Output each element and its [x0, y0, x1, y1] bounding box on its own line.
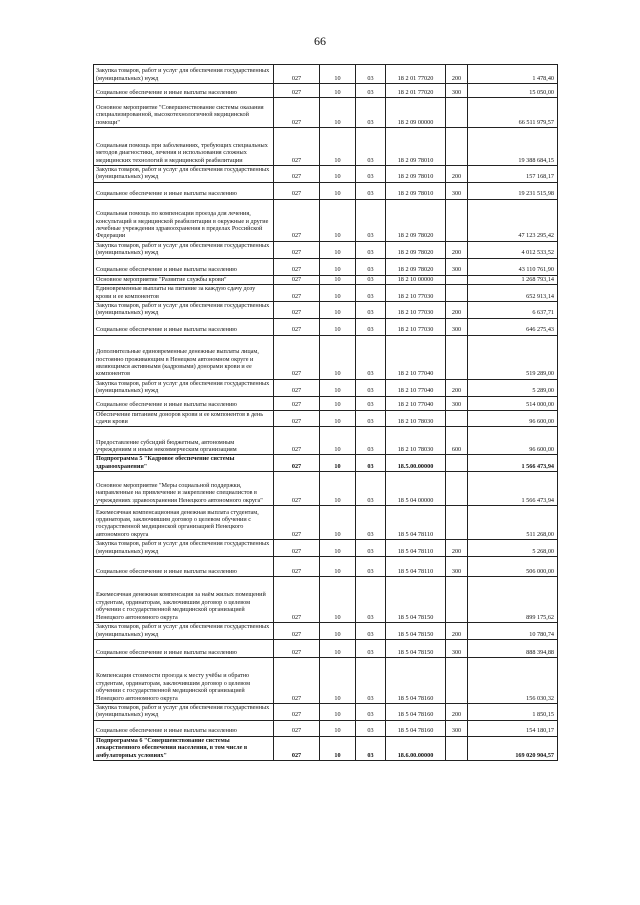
target-article-cell: 18 2 10 77030	[386, 302, 446, 319]
expense-type-cell	[446, 98, 468, 128]
ministry-code-cell: 027	[274, 623, 320, 640]
item-name-cell: Социальная помощь по компенсации проезда для лечения, консультаций и медицинской реабилитации в окружные и другие лечебные учреждения здравоохранения в пределах Российской Федерации	[94, 199, 274, 241]
expense-type-cell: 200	[446, 703, 468, 720]
subsection-code-cell: 03	[356, 720, 386, 736]
ministry-code-cell: 027	[274, 302, 320, 319]
item-name-cell: Социальное обеспечение и иные выплаты населению	[94, 182, 274, 199]
subsection-code-cell: 03	[356, 302, 386, 319]
target-article-cell: 18 5 04 78160	[386, 720, 446, 736]
amount-cell: 888 394,88	[468, 639, 558, 657]
target-article-cell: 18 2 10 77040	[386, 396, 446, 410]
item-name-cell: Социальное обеспечение и иные выплаты населению	[94, 639, 274, 657]
table-row	[94, 335, 558, 379]
table-row	[94, 98, 558, 128]
ministry-code-cell: 027	[274, 657, 320, 703]
expense-type-cell	[446, 506, 468, 540]
amount-cell: 1 268 793,14	[468, 275, 558, 284]
expense-type-cell	[446, 736, 468, 760]
section-code-cell: 10	[320, 427, 356, 455]
expense-type-cell: 200	[446, 379, 468, 396]
amount-cell: 1 850,15	[468, 703, 558, 720]
subsection-code-cell: 03	[356, 557, 386, 577]
target-article-cell: 18 5 04 78110	[386, 540, 446, 557]
ministry-code-cell: 027	[274, 128, 320, 166]
section-code-cell: 10	[320, 379, 356, 396]
table-row	[94, 506, 558, 540]
section-code-cell: 10	[320, 275, 356, 284]
item-name-cell: Социальное обеспечение и иные выплаты населению	[94, 720, 274, 736]
item-name-cell: Закупка товаров, работ и услуг для обеспечения государственных (муниципальных) нужд	[94, 302, 274, 319]
item-name-cell: Закупка товаров, работ и услуг для обеспечения государственных (муниципальных) нужд	[94, 65, 274, 84]
amount-cell: 6 637,71	[468, 302, 558, 319]
section-code-cell: 10	[320, 623, 356, 640]
ministry-code-cell: 027	[274, 335, 320, 379]
amount-cell: 1 566 473,94	[468, 455, 558, 472]
amount-cell: 5 268,00	[468, 540, 558, 557]
subsection-code-cell: 03	[356, 379, 386, 396]
section-code-cell: 10	[320, 396, 356, 410]
item-name-cell: Дополнительные единовременные денежные выплаты лицам, постоянно проживающим в Ненецком автономном округе и являющимся активными (кадровыми) донорами крови и ее компонентов	[94, 335, 274, 379]
amount-cell: 156 030,32	[468, 657, 558, 703]
section-code-cell: 10	[320, 557, 356, 577]
section-code-cell: 10	[320, 258, 356, 275]
item-name-cell: Компенсация стоимости проезда к месту учёбы и обратно студентам, ординаторам, заключившим договор о целевом обучении с государственной медицинской организацией Ненецкого автономного округа	[94, 657, 274, 703]
amount-cell: 96 600,00	[468, 410, 558, 427]
ministry-code-cell: 027	[274, 285, 320, 302]
table-row	[94, 379, 558, 396]
item-name-cell: Закупка товаров, работ и услуг для обеспечения государственных (муниципальных) нужд	[94, 379, 274, 396]
amount-cell: 1 566 473,94	[468, 472, 558, 506]
item-name-cell: Подпрограмма 6 "Совершенствование системы лекарственного обеспечения населения, в том числе в амбулаторных условиях"	[94, 736, 274, 760]
item-name-cell: Закупка товаров, работ и услуг для обеспечения государственных (муниципальных) нужд	[94, 703, 274, 720]
amount-cell: 43 110 761,90	[468, 258, 558, 275]
ministry-code-cell: 027	[274, 540, 320, 557]
target-article-cell: 18 2 01 77020	[386, 84, 446, 98]
item-name-cell: Основное мероприятие "Развитие службы крови"	[94, 275, 274, 284]
section-code-cell: 10	[320, 720, 356, 736]
item-name-cell: Социальная помощь при заболеваниях, требующих специальных методов диагностики, лечения и использования сложных медицинских технологий и медицинской реабилитации	[94, 128, 274, 166]
amount-cell: 157 168,17	[468, 166, 558, 183]
subsection-code-cell: 03	[356, 577, 386, 623]
section-code-cell: 10	[320, 241, 356, 258]
amount-cell: 96 600,00	[468, 427, 558, 455]
table-row	[94, 275, 558, 284]
expense-type-cell: 300	[446, 639, 468, 657]
ministry-code-cell: 027	[274, 166, 320, 183]
expense-type-cell: 300	[446, 720, 468, 736]
section-code-cell: 10	[320, 84, 356, 98]
table-row	[94, 455, 558, 472]
amount-cell: 5 289,00	[468, 379, 558, 396]
amount-cell: 4 012 533,52	[468, 241, 558, 258]
amount-cell: 10 780,74	[468, 623, 558, 640]
expense-type-cell	[446, 472, 468, 506]
page-number: 66	[314, 34, 326, 48]
section-code-cell: 10	[320, 736, 356, 760]
expense-type-cell: 300	[446, 396, 468, 410]
target-article-cell: 18 5 04 78160	[386, 703, 446, 720]
expense-type-cell	[446, 455, 468, 472]
section-code-cell: 10	[320, 506, 356, 540]
item-name-cell: Подпрограмма 5 "Кадровое обеспечение системы здравоохранения"	[94, 455, 274, 472]
table-row	[94, 318, 558, 335]
amount-cell: 899 175,62	[468, 577, 558, 623]
ministry-code-cell: 027	[274, 736, 320, 760]
expense-type-cell: 200	[446, 65, 468, 84]
item-name-cell: Единовременные выплаты на питание за каждую сдачу дозу крови и ее компонентов	[94, 285, 274, 302]
subsection-code-cell: 03	[356, 258, 386, 275]
ministry-code-cell: 027	[274, 199, 320, 241]
ministry-code-cell: 027	[274, 455, 320, 472]
ministry-code-cell: 027	[274, 703, 320, 720]
target-article-cell: 18 2 10 78030	[386, 410, 446, 427]
table-row	[94, 472, 558, 506]
amount-cell: 519 289,00	[468, 335, 558, 379]
ministry-code-cell: 027	[274, 379, 320, 396]
amount-cell: 66 511 979,57	[468, 98, 558, 128]
subsection-code-cell: 03	[356, 455, 386, 472]
section-code-cell: 10	[320, 302, 356, 319]
expense-type-cell: 300	[446, 182, 468, 199]
table-row	[94, 703, 558, 720]
table-row	[94, 427, 558, 455]
section-code-cell: 10	[320, 455, 356, 472]
subsection-code-cell: 03	[356, 182, 386, 199]
item-name-cell: Основное мероприятие "Совершенствование системы оказания специализированной, высокотехнологичной медицинской помощи"	[94, 98, 274, 128]
subsection-code-cell: 03	[356, 84, 386, 98]
amount-cell: 511 268,00	[468, 506, 558, 540]
item-name-cell: Закупка товаров, работ и услуг для обеспечения государственных (муниципальных) нужд	[94, 166, 274, 183]
subsection-code-cell: 03	[356, 199, 386, 241]
table-row	[94, 166, 558, 183]
subsection-code-cell: 03	[356, 623, 386, 640]
subsection-code-cell: 03	[356, 275, 386, 284]
amount-cell: 506 000,00	[468, 557, 558, 577]
subsection-code-cell: 03	[356, 335, 386, 379]
ministry-code-cell: 027	[274, 410, 320, 427]
subsection-code-cell: 03	[356, 241, 386, 258]
ministry-code-cell: 027	[274, 506, 320, 540]
item-name-cell: Социальное обеспечение и иные выплаты населению	[94, 557, 274, 577]
expense-type-cell	[446, 128, 468, 166]
ministry-code-cell: 027	[274, 318, 320, 335]
target-article-cell: 18 5 04 78150	[386, 639, 446, 657]
item-name-cell: Социальное обеспечение и иные выплаты населению	[94, 396, 274, 410]
item-name-cell: Обеспечение питанием доноров крови и ее компонентов в день сдачи крови	[94, 410, 274, 427]
amount-cell: 19 231 515,98	[468, 182, 558, 199]
target-article-cell: 18 2 10 77030	[386, 285, 446, 302]
expense-type-cell: 200	[446, 623, 468, 640]
section-code-cell: 10	[320, 98, 356, 128]
table-row	[94, 128, 558, 166]
target-article-cell: 18 5 04 78110	[386, 557, 446, 577]
amount-cell: 646 275,43	[468, 318, 558, 335]
table-row	[94, 639, 558, 657]
subsection-code-cell: 03	[356, 427, 386, 455]
table-row	[94, 84, 558, 98]
ministry-code-cell: 027	[274, 84, 320, 98]
target-article-cell: 18.5.00.00000	[386, 455, 446, 472]
amount-cell: 652 913,14	[468, 285, 558, 302]
item-name-cell: Социальное обеспечение и иные выплаты населению	[94, 258, 274, 275]
target-article-cell: 18 2 09 78010	[386, 128, 446, 166]
target-article-cell: 18 2 09 78010	[386, 166, 446, 183]
amount-cell: 15 050,00	[468, 84, 558, 98]
table-row	[94, 285, 558, 302]
target-article-cell: 18 2 09 78020	[386, 258, 446, 275]
item-name-cell: Закупка товаров, работ и услуг для обеспечения государственных (муниципальных) нужд	[94, 540, 274, 557]
section-code-cell: 10	[320, 472, 356, 506]
table-row	[94, 258, 558, 275]
ministry-code-cell: 027	[274, 258, 320, 275]
expense-type-cell	[446, 335, 468, 379]
target-article-cell: 18 2 10 77030	[386, 318, 446, 335]
ministry-code-cell: 027	[274, 275, 320, 284]
target-article-cell: 18 2 09 78010	[386, 182, 446, 199]
subsection-code-cell: 03	[356, 98, 386, 128]
section-code-cell: 10	[320, 577, 356, 623]
ministry-code-cell: 027	[274, 472, 320, 506]
item-name-cell: Предоставление субсидий бюджетным, автономным учреждениям и иным некоммерческим организациям	[94, 427, 274, 455]
expense-type-cell: 600	[446, 427, 468, 455]
section-code-cell: 10	[320, 182, 356, 199]
table-row	[94, 199, 558, 241]
budget-table-body	[94, 65, 558, 761]
table-row	[94, 736, 558, 760]
target-article-cell: 18 5 04 78110	[386, 506, 446, 540]
section-code-cell: 10	[320, 540, 356, 557]
target-article-cell: 18 2 09 00000	[386, 98, 446, 128]
table-row	[94, 720, 558, 736]
ministry-code-cell: 027	[274, 720, 320, 736]
section-code-cell: 10	[320, 166, 356, 183]
table-row	[94, 577, 558, 623]
section-code-cell: 10	[320, 318, 356, 335]
expense-type-cell: 200	[446, 540, 468, 557]
subsection-code-cell: 03	[356, 506, 386, 540]
item-name-cell: Социальное обеспечение и иные выплаты населению	[94, 318, 274, 335]
section-code-cell: 10	[320, 657, 356, 703]
ministry-code-cell: 027	[274, 98, 320, 128]
item-name-cell: Закупка товаров, работ и услуг для обеспечения государственных (муниципальных) нужд	[94, 241, 274, 258]
subsection-code-cell: 03	[356, 472, 386, 506]
expense-type-cell: 300	[446, 318, 468, 335]
expense-type-cell: 300	[446, 557, 468, 577]
expense-type-cell	[446, 199, 468, 241]
subsection-code-cell: 03	[356, 128, 386, 166]
section-code-cell: 10	[320, 285, 356, 302]
target-article-cell: 18 2 01 77020	[386, 65, 446, 84]
subsection-code-cell: 03	[356, 540, 386, 557]
ministry-code-cell: 027	[274, 396, 320, 410]
section-code-cell: 10	[320, 335, 356, 379]
section-code-cell: 10	[320, 65, 356, 84]
table-row	[94, 540, 558, 557]
subsection-code-cell: 03	[356, 166, 386, 183]
item-name-cell: Закупка товаров, работ и услуг для обеспечения государственных (муниципальных) нужд	[94, 623, 274, 640]
amount-cell: 47 123 295,42	[468, 199, 558, 241]
expense-type-cell: 300	[446, 258, 468, 275]
amount-cell: 154 180,17	[468, 720, 558, 736]
target-article-cell: 18 5 04 78150	[386, 577, 446, 623]
item-name-cell: Основное мероприятие "Меры социальной поддержки, направленные на привлечение и закрепление специалистов в учреждениях здравоохранения Ненецкого автономного округа"	[94, 472, 274, 506]
expense-type-cell	[446, 657, 468, 703]
target-article-cell: 18 2 10 77040	[386, 335, 446, 379]
amount-cell: 1 478,40	[468, 65, 558, 84]
expense-type-cell	[446, 577, 468, 623]
item-name-cell: Социальное обеспечение и иные выплаты населению	[94, 84, 274, 98]
subsection-code-cell: 03	[356, 657, 386, 703]
expense-type-cell: 200	[446, 166, 468, 183]
subsection-code-cell: 03	[356, 318, 386, 335]
expense-type-cell	[446, 285, 468, 302]
ministry-code-cell: 027	[274, 427, 320, 455]
table-row	[94, 302, 558, 319]
subsection-code-cell: 03	[356, 410, 386, 427]
ministry-code-cell: 027	[274, 182, 320, 199]
table-row	[94, 557, 558, 577]
item-name-cell: Ежемесячная денежная компенсация за наём жилых помещений студентам, ординаторам, заключившим договор о целевом обучении с государственной медицинской организацией Ненецкого автономного округа	[94, 577, 274, 623]
section-code-cell: 10	[320, 703, 356, 720]
table-row	[94, 396, 558, 410]
expense-type-cell: 200	[446, 302, 468, 319]
expense-type-cell: 300	[446, 84, 468, 98]
section-code-cell: 10	[320, 639, 356, 657]
target-article-cell: 18 5 04 78160	[386, 657, 446, 703]
target-article-cell: 18 2 09 78020	[386, 241, 446, 258]
subsection-code-cell: 03	[356, 639, 386, 657]
table-row	[94, 657, 558, 703]
amount-cell: 19 388 684,15	[468, 128, 558, 166]
subsection-code-cell: 03	[356, 65, 386, 84]
target-article-cell: 18 2 10 00000	[386, 275, 446, 284]
table-row	[94, 623, 558, 640]
table-row	[94, 65, 558, 84]
expense-type-cell	[446, 275, 468, 284]
target-article-cell: 18 2 09 78020	[386, 199, 446, 241]
amount-cell: 169 020 904,57	[468, 736, 558, 760]
item-name-cell: Ежемесячная компенсационная денежная выплата студентам, ординаторам, заключившим договор о целевом обучении с государственной медицинской организацией Ненецкого автономного округа	[94, 506, 274, 540]
table-row	[94, 182, 558, 199]
amount-cell: 514 000,00	[468, 396, 558, 410]
ministry-code-cell: 027	[274, 241, 320, 258]
ministry-code-cell: 027	[274, 557, 320, 577]
expense-type-cell	[446, 410, 468, 427]
subsection-code-cell: 03	[356, 285, 386, 302]
section-code-cell: 10	[320, 199, 356, 241]
subsection-code-cell: 03	[356, 396, 386, 410]
subsection-code-cell: 03	[356, 736, 386, 760]
target-article-cell: 18.6.00.00000	[386, 736, 446, 760]
ministry-code-cell: 027	[274, 639, 320, 657]
expense-type-cell: 200	[446, 241, 468, 258]
section-code-cell: 10	[320, 128, 356, 166]
ministry-code-cell: 027	[274, 577, 320, 623]
target-article-cell: 18 5 04 78150	[386, 623, 446, 640]
target-article-cell: 18 2 10 77040	[386, 379, 446, 396]
section-code-cell: 10	[320, 410, 356, 427]
table-row	[94, 410, 558, 427]
target-article-cell: 18 2 10 78030	[386, 427, 446, 455]
subsection-code-cell: 03	[356, 703, 386, 720]
ministry-code-cell: 027	[274, 65, 320, 84]
target-article-cell: 18 5 04 00000	[386, 472, 446, 506]
budget-table	[93, 64, 558, 761]
table-row	[94, 241, 558, 258]
